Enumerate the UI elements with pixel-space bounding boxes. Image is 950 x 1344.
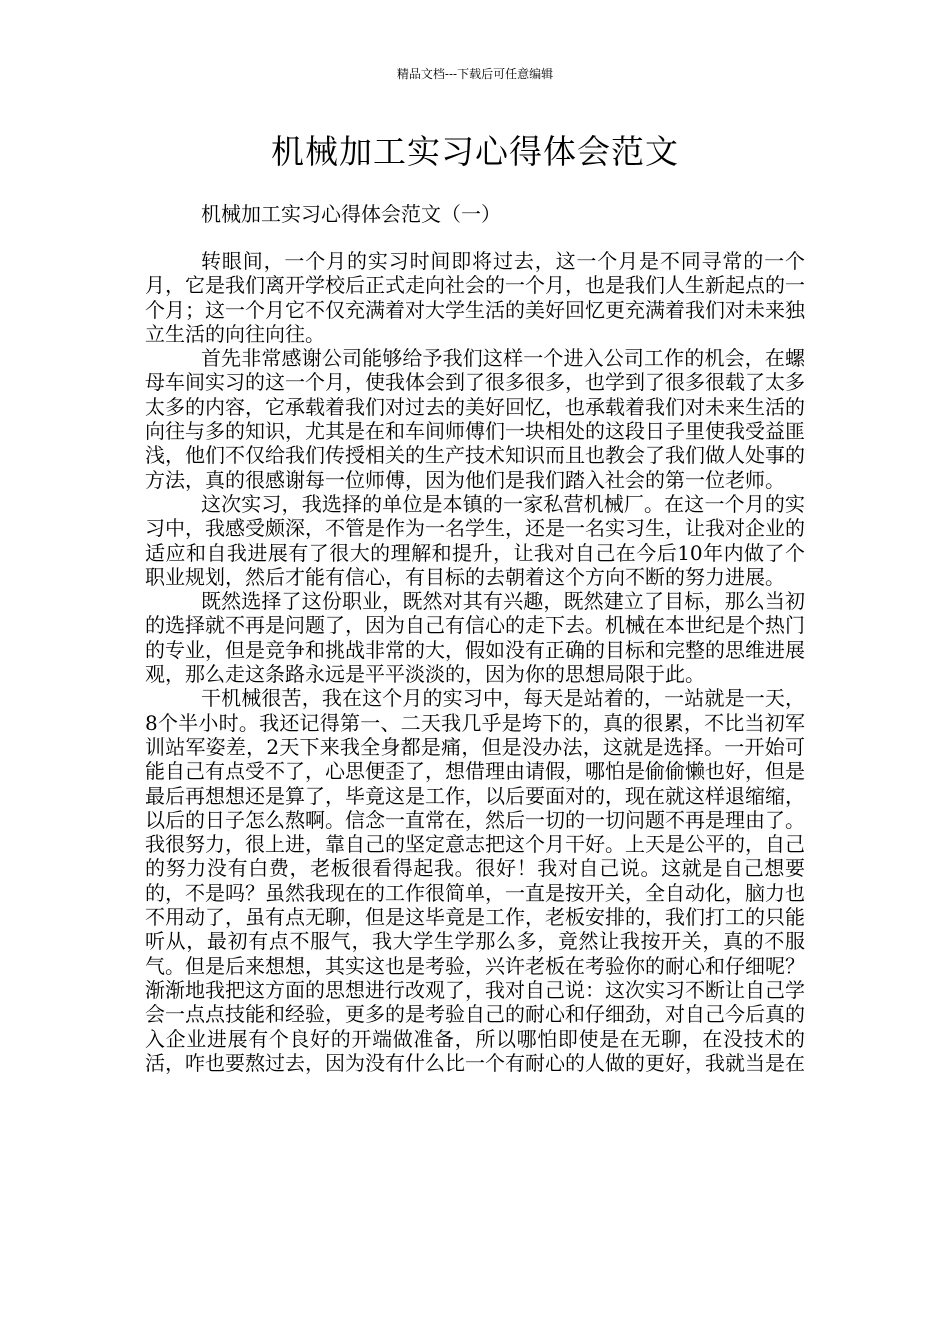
paragraph-5: 干机械很苦，我在这个月的实习中，每天是站着的，一站就是一天，8个半小时。我还记得第一、二天我几乎是垮下的，真的很累，不比当初军训站军姿差，2天下来我全身都是痛，但是没办法，这就是选择。一开始可能自己有点受不了，心思便歪了，想借理由请假，哪怕是偷偷懒也好，但是最后再想想还是算了，毕竟这是工作，以后要面对的，现在就这样退缩缩，以后的日子怎么熬啊。信念一直常在，然后一切的一切问题不再是理由了。我很努力，很上进，靠自己的坚定意志把这个月干好。上天是公平的，自己的努力没有白费，老板很看得起我。很好！我对自己说。这就是自己想要的，不是吗？虽然我现在的工作很简单，一直是按开关，全自动化，脑力也不用动了，虽有点无聊，但是这毕竟是工作，老板安排的，我们打工的只能听从，最初有点不服气，我大学生学那么多，竟然让我按开关，真的不服气。但是后来想想，其实这也是考验，兴许老板在考验你的耐心和仔细呢？渐渐地我把这方面的思想进行改观了，我对自己说：这次实习不断让自己学会一点点技能和经验，更多的是考验自己的耐心和仔细劲，对自己今后真的入企业进展有个良好的开端做准备，所以哪怕即使是在无聊，在没技术的活，咋也要熬过去，因为没有什么比一个有耐心的人做的更好，我就当是在 <box>145 686 805 1075</box>
document-title: 机械加工实习心得体会范文 <box>271 132 679 171</box>
body-text <box>145 249 805 1329</box>
paragraph-1: 转眼间，一个月的实习时间即将过去，这一个月是不同寻常的一个月，它是我们离开学校后正式走向社会的一个月，也是我们人生新起点的一个月；这一个月它不仅充满着对大学生活的美好回忆更充满着我们对未来独立生活的向往向往。 <box>145 249 805 346</box>
header-note: 精品文档---下载后可任意编辑 <box>396 67 554 81</box>
paragraph-4: 既然选择了这份职业，既然对其有兴趣，既然建立了目标，那么当初的选择就不再是问题了，因为自己有信心的走下去。机械在本世纪是个热门的专业，但是竞争和挑战非常的大，假如没有正确的目标和完整的思维进展观，那么走这条路永远是平平淡淡的，因为你的思想局限于此。 <box>145 589 805 687</box>
paragraph-2: 首先非常感谢公司能够给予我们这样一个进入公司工作的机会，在螺母车间实习的这一个月，使我体会到了很多很多，也学到了很多很载了太多太多的内容，它承载着我们对过去的美好回忆，也承载着我们对未来生活的向往与多的知识，尤其是在和车间师傅们一块相处的这段日子里使我受益匪浅，他们不仅给我们传授相关的生产技术知识而且也教会了我们做人处事的方法，真的很感谢每一位师傅，因为他们是我们踏入社会的第一位老师。 <box>145 346 805 492</box>
paragraph-3: 这次实习，我选择的单位是本镇的一家私营机械厂。在这一个月的实习中，我感受颇深，不管是作为一名学生，还是一名实习生，让我对企业的适应和自我进展有了很大的理解和提升，让我对自己在今后10年内做了个职业规划，然后才能有信心，有目标的去朝着这个方向不断的努力进展。 <box>145 491 805 589</box>
section-title: 机械加工实习心得体会范文（一） <box>201 202 501 226</box>
